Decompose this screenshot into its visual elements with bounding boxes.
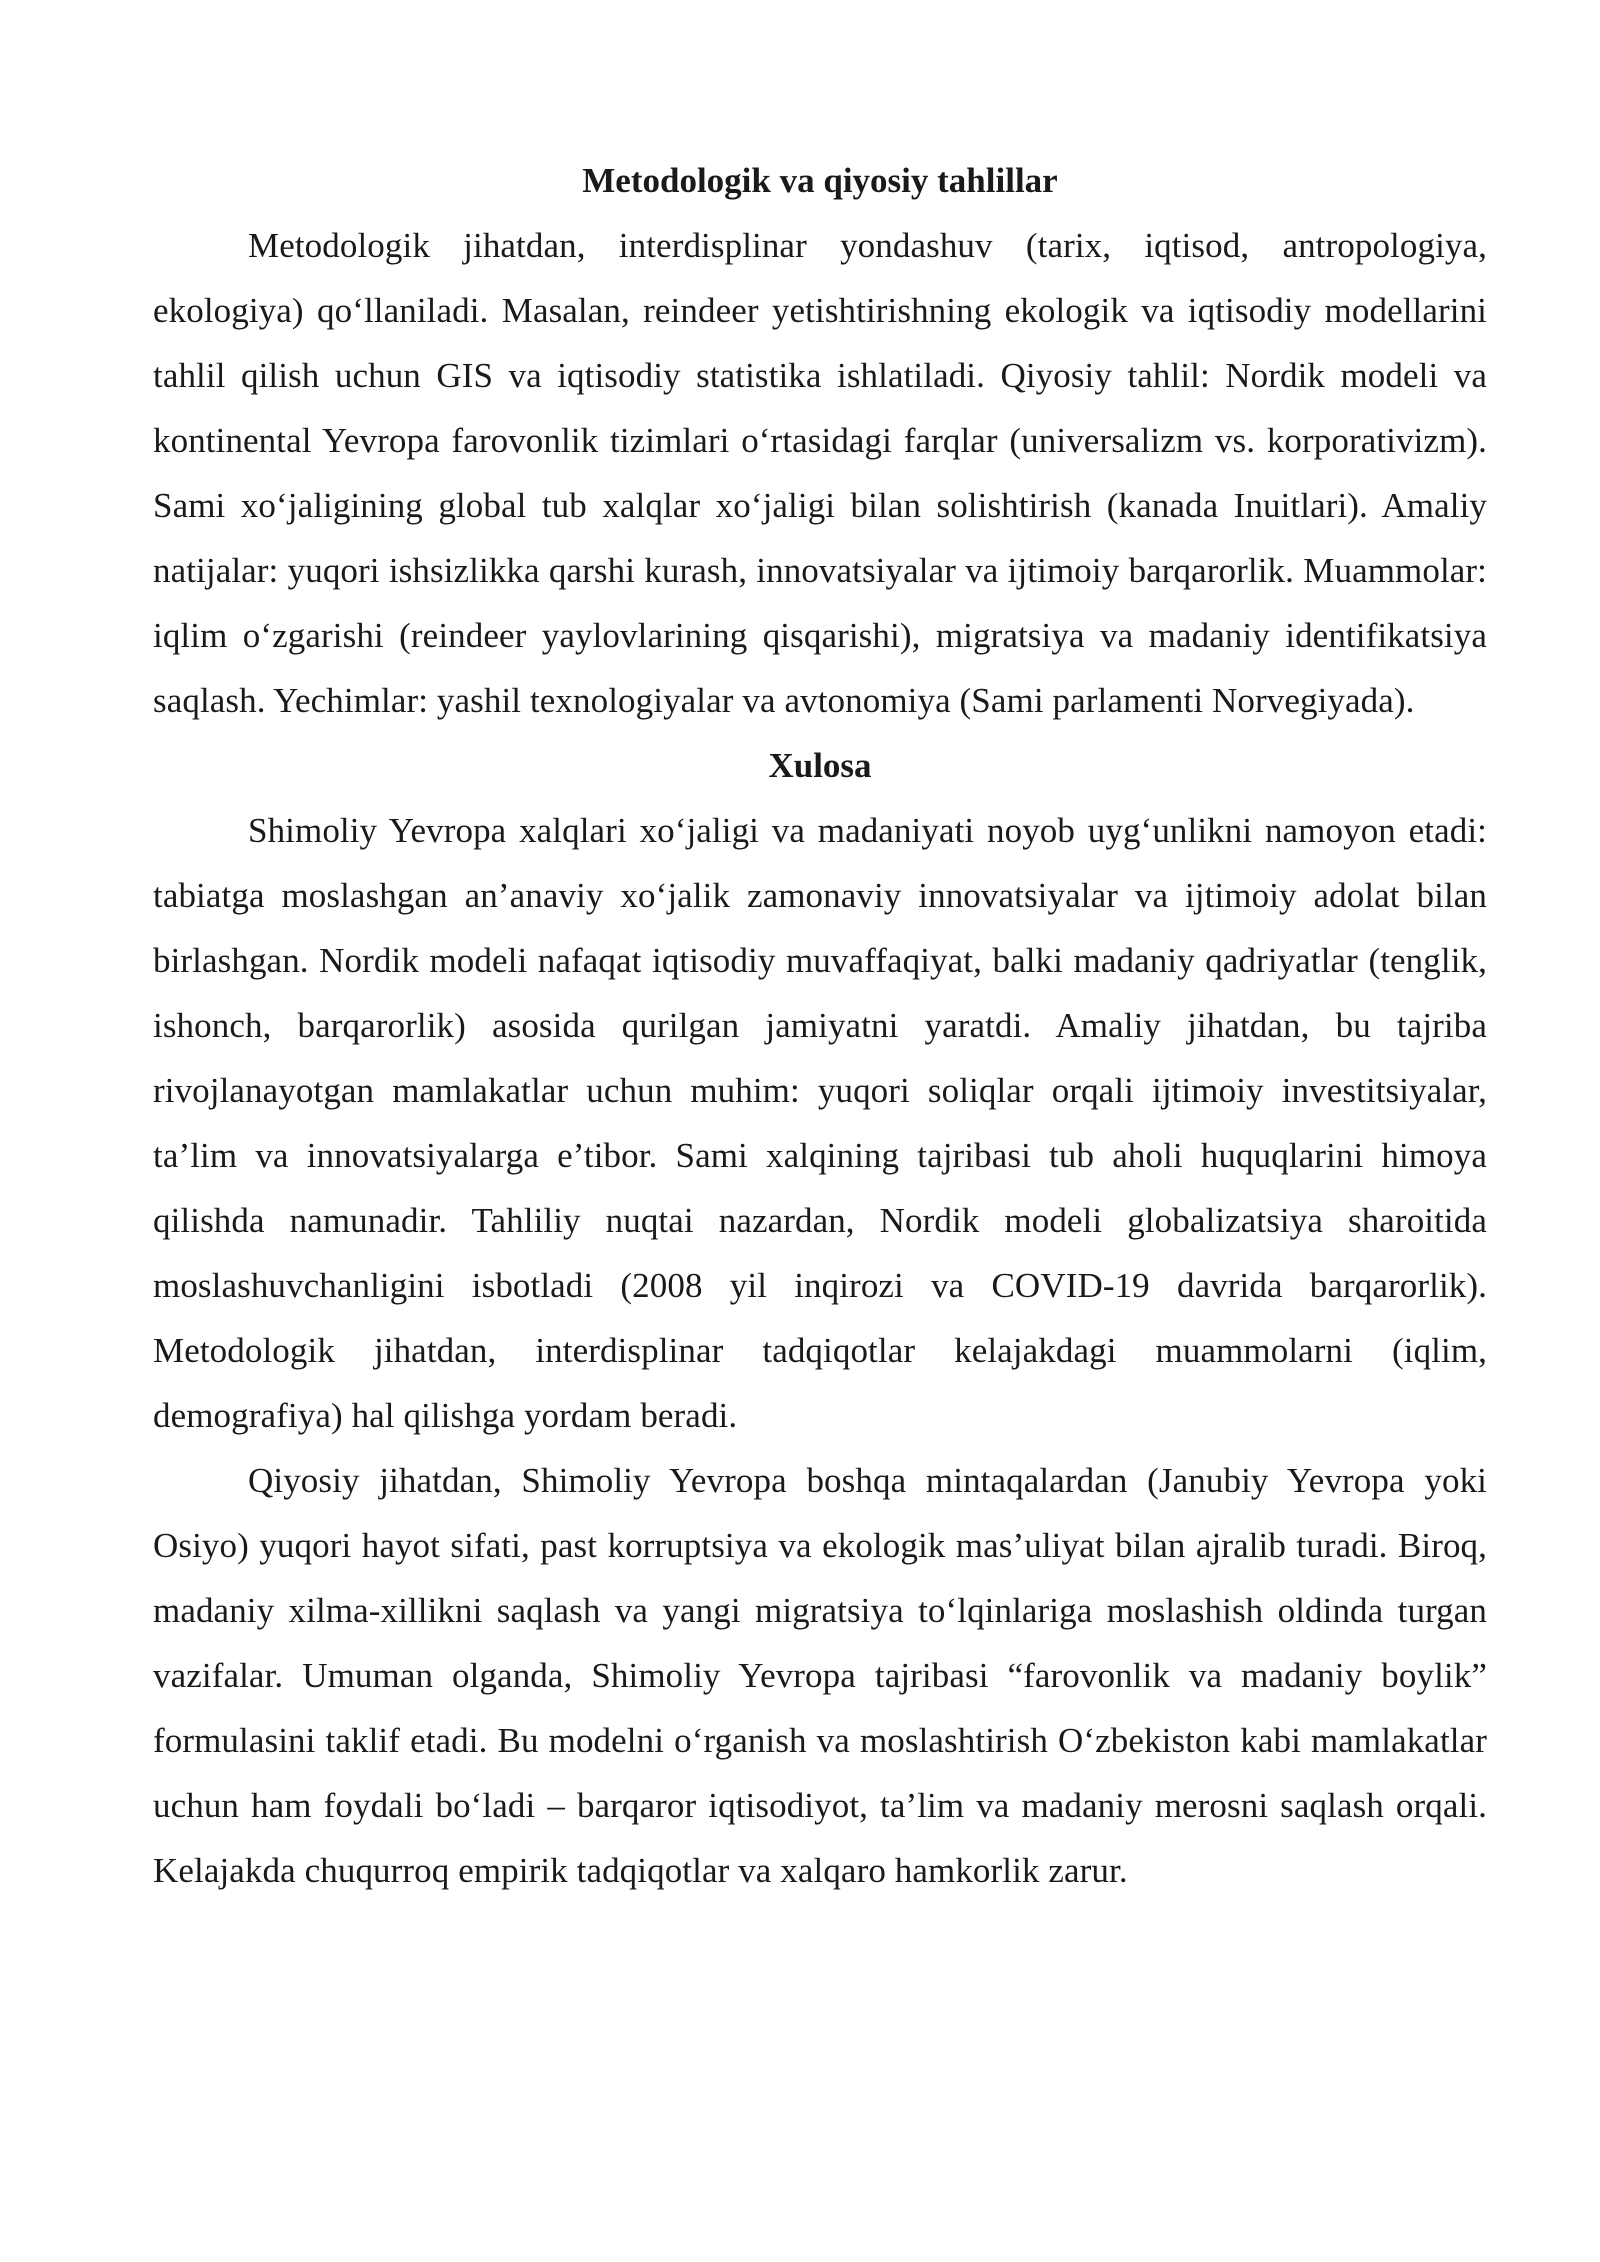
paragraph-conclusion-2: Qiyosiy jihatdan, Shimoliy Yevropa boshqa mintaqalardan (Janubiy Yevropa yoki Osiyo) yuqori hayot sifati, past korruptsiya va ekologik mas’uliyat bilan ajralib turadi. Biroq, madaniy xilma-xillikni saqlash va yangi migratsiya to‘lqinlariga moslashish oldinda turgan vazifalar. Umuman olganda, Shimoliy Yevropa tajribasi “farovonlik va madaniy boylik” formulasini taklif etadi. Bu modelni o‘rganish va moslashtirish O‘zbekiston kabi mamlakatlar uchun ham foydali bo‘ladi – barqaror iqtisodiyot, ta’lim va madaniy merosni saqlash orqali. Kelajakda chuqurroq empirik tadqiqotlar va xalqaro hamkorlik zarur. (153, 1461, 1487, 1890)
section-methodology (153, 148, 1487, 733)
document-page (153, 148, 1487, 1903)
paragraph-conclusion-1: Shimoliy Yevropa xalqlari xo‘jaligi va madaniyati noyob uyg‘unlikni namoyon etadi: tabiatga moslashgan an’anaviy xo‘jalik zamonaviy innovatsiyalar va ijtimoiy adolat bilan birlashgan. Nordik modeli nafaqat iqtisodiy muvaffaqiyat, balki madaniy qadriyatlar (tenglik, ishonch, barqarorlik) asosida qurilgan jamiyatni yaratdi. Amaliy jihatdan, bu tajriba rivojlanayotgan mamlakatlar uchun muhim: yuqori soliqlar orqali ijtimoiy investitsiyalar, ta’lim va innovatsiyalarga e’tibor. Sami xalqining tajribasi tub aholi huquqlarini himoya qilishda namunadir. Tahliliy nuqtai nazardan, Nordik modeli globalizatsiya sharoitida moslashuvchanligini isbotladi (2008 yil inqirozi va COVID-19 davrida barqarorlik). Metodologik jihatdan, interdisplinar tadqiqotlar kelajakdagi muammolarni (iqlim, demografiya) hal qilishga yordam beradi. (153, 811, 1487, 1435)
section-heading-conclusion: Xulosa (768, 746, 872, 785)
section-conclusion (153, 733, 1487, 1903)
section-heading-methodology: Metodologik va qiyosiy tahlillar (582, 161, 1058, 200)
paragraph-methodology: Metodologik jihatdan, interdisplinar yondashuv (tarix, iqtisod, antropologiya, ekologiya) qo‘llaniladi. Masalan, reindeer yetishtirishning ekologik va iqtisodiy modellarini tahlil qilish uchun GIS va iqtisodiy statistika ishlatiladi. Qiyosiy tahlil: Nordik modeli va kontinental Yevropa farovonlik tizimlari o‘rtasidagi farqlar (universalizm vs. korporativizm). Sami xo‘jaligining global tub xalqlar xo‘jaligi bilan solishtirish (kanada Inuitlari). Amaliy natijalar: yuqori ishsizlikka qarshi kurash, innovatsiyalar va ijtimoiy barqarorlik. Muammolar: iqlim o‘zgarishi (reindeer yaylovlarining qisqarishi), migratsiya va madaniy identifikatsiya saqlash. Yechimlar: yashil texnologiyalar va avtonomiya (Sami parlamenti Norvegiyada). (153, 226, 1487, 720)
